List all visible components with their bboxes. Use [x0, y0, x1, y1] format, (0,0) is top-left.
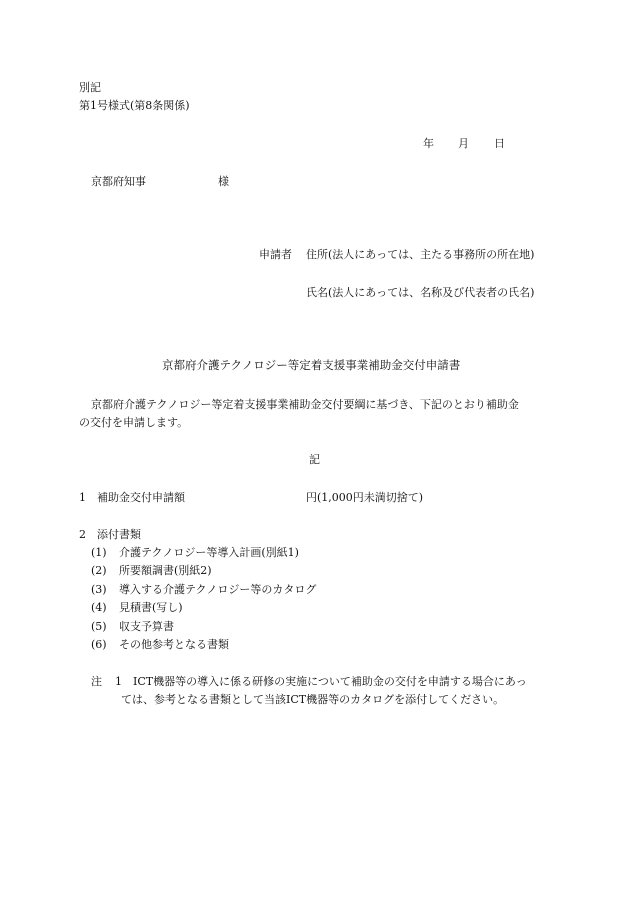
list-item-number: (3) — [91, 583, 107, 596]
list-item-text: 所要額調書(別紙2) — [119, 564, 212, 577]
attachment-label: 別記 — [79, 81, 101, 94]
date-month-label: 月 — [458, 137, 469, 150]
date-day-label: 日 — [494, 137, 505, 150]
list-item-number: (5) — [91, 620, 107, 633]
item1-amount-unit: 円(1,000円未満切捨て) — [306, 491, 424, 504]
list-item-text: その他参考となる書類 — [119, 638, 229, 651]
note-label: 注 — [91, 675, 102, 688]
applicant-address: 住所(法人にあっては、主たる事務所の所在地) — [306, 248, 535, 261]
list-item-text: 導入する介護テクノロジー等のカタログ — [119, 583, 317, 596]
body-text-line2: の交付を申請します。 — [79, 416, 189, 429]
item2-label: 添付書類 — [97, 528, 141, 541]
form-number: 第1号様式(第8条関係) — [79, 99, 190, 112]
item2-number: 2 — [79, 528, 86, 541]
list-item-number: (1) — [91, 546, 107, 559]
document-title: 京都府介護テクノロジー等定着支援事業補助金交付申請書 — [162, 358, 461, 372]
list-item-text: 収支予算書 — [119, 620, 174, 633]
list-item-text: 介護テクノロジー等導入計画(別紙1) — [119, 546, 299, 559]
applicant-name: 氏名(法人にあっては、名称及び代表者の氏名) — [306, 286, 535, 299]
body-text-line1: 京都府介護テクノロジー等定着支援事業補助金交付要綱に基づき、下記のとおり補助金 — [91, 398, 519, 411]
item1-number: 1 — [79, 491, 86, 504]
ki-heading: 記 — [309, 453, 320, 466]
note-number: 1 — [115, 675, 122, 688]
note-text-line1: ICT機器等の導入に係る研修の実施について補助金の交付を申請する場合にあっ — [133, 675, 527, 688]
date-year-label: 年 — [423, 137, 434, 150]
list-item-number: (4) — [91, 601, 107, 614]
list-item-number: (6) — [91, 638, 107, 651]
list-item-text: 見積書(写し) — [119, 601, 183, 614]
applicant-label: 申請者 — [259, 248, 292, 261]
addressee-honorific: 様 — [218, 175, 229, 188]
item1-label: 補助金交付申請額 — [97, 491, 185, 504]
addressee-name: 京都府知事 — [91, 175, 146, 188]
note-text-line2: ては、参考となる書類として当該ICT機器等のカタログを添付してください。 — [121, 693, 505, 706]
list-item-number: (2) — [91, 564, 107, 577]
